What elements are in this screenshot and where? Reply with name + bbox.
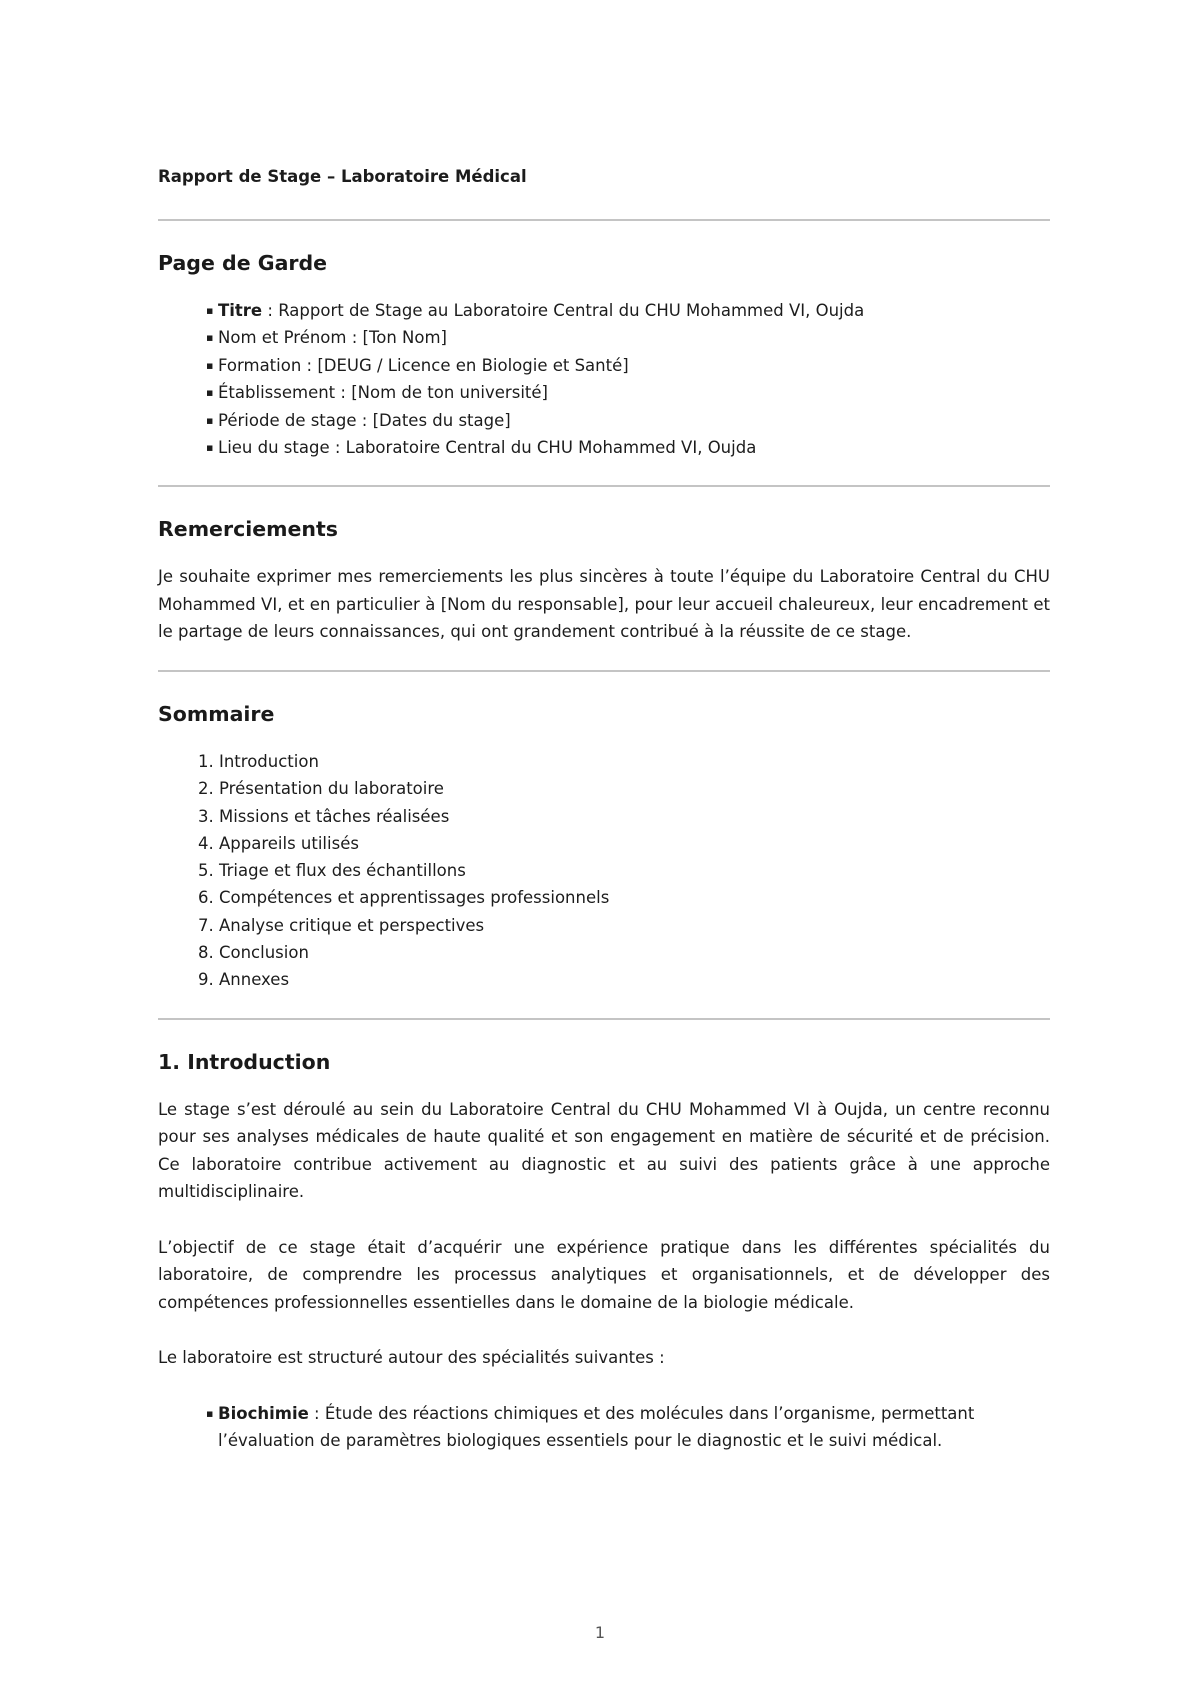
cover-info-value: Rapport de Stage au Laboratoire Central du CHU Mohammed VI, Oujda — [278, 301, 865, 320]
page-number: 1 — [594, 1623, 606, 1642]
cover-info-list — [158, 297, 1050, 461]
specialty-description: : Étude des réactions chimiques et des molécules dans l’organisme, permettant l’évaluation de paramètres biologiques essentiels pour le diagnostic et le suivi médical. — [218, 1403, 975, 1451]
document-page — [158, 165, 1050, 1455]
specialty-item — [206, 1400, 996, 1455]
cover-info-value: Établissement : [Nom de ton université] — [218, 383, 548, 403]
thanks-paragraph: Je souhaite exprimer mes remerciements les plus sincères à toute l’équipe du Laboratoire Central du CHU Mohammed VI, et en particulier à [Nom du responsable], pour leur accueil chaleureux, leur encadrement et le partage de leurs connaissances, qui ont grandement contribué à la réussite de ce stage. — [158, 567, 1050, 642]
toc-item: 9. Annexes — [198, 970, 290, 990]
cover-info-value: Période de stage : [Dates du stage] — [218, 410, 511, 430]
cover-info-item — [206, 297, 1050, 324]
intro-heading: 1. Introduction — [158, 1049, 331, 1074]
toc-item: 4. Appareils utilisés — [198, 833, 359, 853]
specialties-list — [158, 1400, 996, 1455]
toc-item: 7. Analyse critique et perspectives — [198, 915, 485, 935]
cover-info-separator: : — [262, 301, 279, 320]
toc-heading: Sommaire — [158, 701, 275, 726]
cover-info-value: Lieu du stage : Laboratoire Central du CHU Mohammed VI, Oujda — [218, 438, 757, 458]
intro-paragraph-3: Le laboratoire est structuré autour des spécialités suivantes : — [158, 1348, 665, 1368]
cover-info-item — [206, 324, 1050, 351]
cover-info-item — [206, 379, 1050, 406]
toc-item: 2. Présentation du laboratoire — [198, 779, 444, 799]
thanks-heading: Remerciements — [158, 517, 339, 542]
cover-info-value: Formation : [DEUG / Licence en Biologie et Santé] — [218, 355, 629, 375]
cover-info-item — [206, 352, 1050, 379]
cover-info-value: Nom et Prénom : [Ton Nom] — [218, 328, 447, 348]
toc-item: 8. Conclusion — [198, 943, 309, 963]
toc-list — [158, 748, 1050, 994]
specialty-label: Biochimie — [218, 1403, 309, 1423]
intro-paragraph-1: Le stage s’est déroulé au sein du Laboratoire Central du CHU Mohammed VI à Oujda, un centre reconnu pour ses analyses médicales de haute qualité et son engagement en matière de sécurité et de précision. Ce laboratoire contribue activement au diagnostic et au suivi des patients grâce à une approche multidisciplinaire. — [158, 1099, 1050, 1202]
cover-info-item — [206, 407, 1050, 434]
document-title: Rapport de Stage – Laboratoire Médical — [158, 167, 527, 186]
cover-heading: Page de Garde — [158, 251, 328, 275]
toc-item: 6. Compétences et apprentissages professionnels — [198, 888, 610, 908]
cover-info-label: Titre — [218, 301, 263, 320]
intro-paragraph-2: L’objectif de ce stage était d’acquérir une expérience pratique dans les différentes spécialités du laboratoire, de comprendre les processus analytiques et organisationnels, et de développer des compétences professionnelles essentielles dans le domaine de la biologie médicale. — [158, 1237, 1050, 1312]
cover-info-item — [206, 434, 1050, 461]
toc-item: 5. Triage et flux des échantillons — [198, 861, 466, 881]
toc-item: 3. Missions et tâches réalisées — [198, 806, 450, 826]
toc-item: 1. Introduction — [198, 751, 319, 771]
